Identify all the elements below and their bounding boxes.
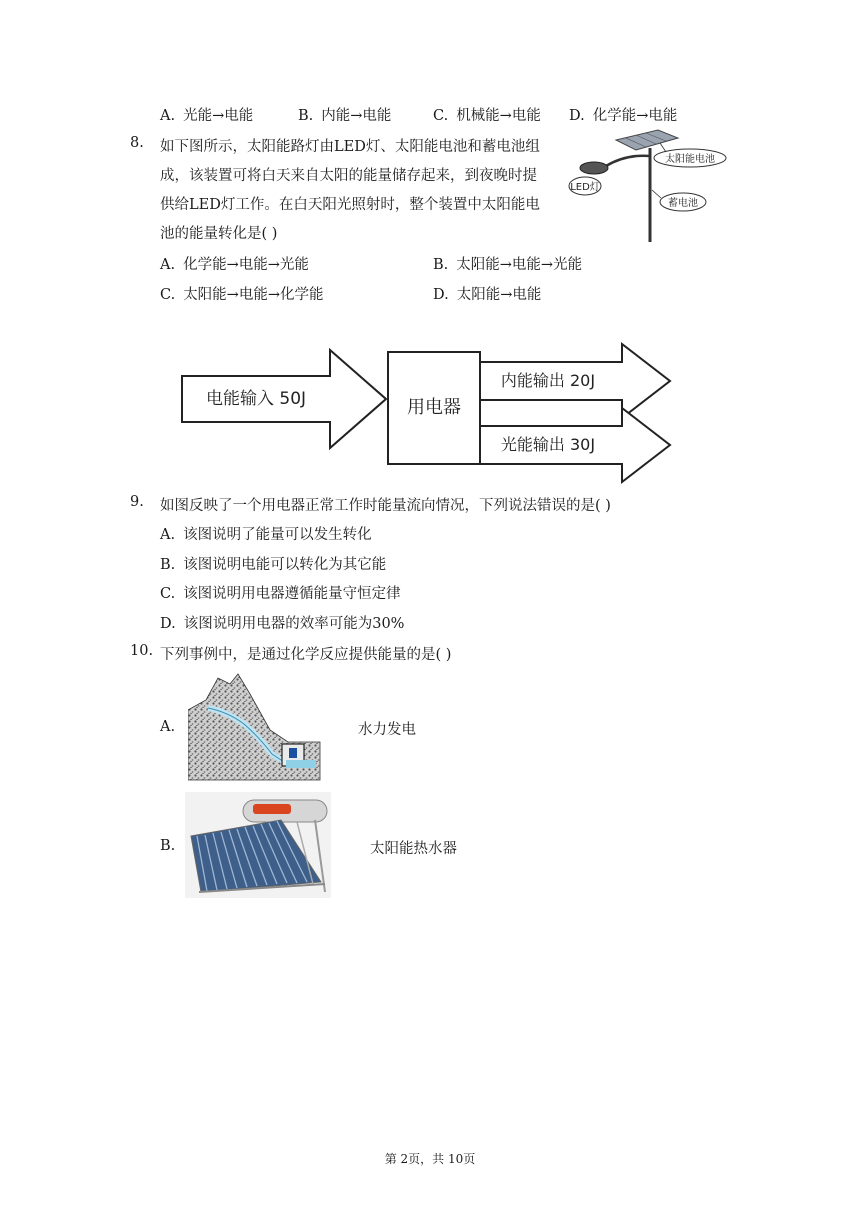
solar-water-heater-image bbox=[185, 792, 331, 898]
solar-street-light-figure bbox=[566, 128, 732, 244]
q7-option-d: D. 化学能→电能 bbox=[569, 108, 678, 124]
q8-stem-line-4: 池的能量转化是( ) bbox=[160, 226, 278, 242]
q10-option-a-text: 水力发电 bbox=[358, 722, 416, 738]
q7-option-a: A. 光能→电能 bbox=[160, 108, 254, 124]
output-2-label: 光能输出 30J bbox=[500, 435, 596, 454]
q9-stem: 如图反映了一个用电器正常工作时能量流向情况，下列说法错误的是( ) bbox=[160, 498, 611, 514]
q10-option-b-key: B. bbox=[160, 838, 176, 854]
hydropower-image bbox=[188, 672, 322, 782]
q9-option-b: B. 该图说明电能可以转化为其它能 bbox=[160, 557, 387, 573]
q8-option-a: A. 化学能→电能→光能 bbox=[160, 257, 309, 273]
q7-option-c: C. 机械能→电能 bbox=[433, 108, 541, 124]
page-footer: 第 2页，共 10页 bbox=[384, 1152, 476, 1166]
q10-stem: 下列事例中，是通过化学反应提供能量的是( ) bbox=[160, 647, 452, 663]
battery-label: 蓄电池 bbox=[668, 198, 698, 209]
solar-street-light-illustration bbox=[566, 128, 732, 244]
energy-flow-svg bbox=[178, 340, 678, 490]
led-label: LED灯 bbox=[570, 182, 600, 193]
solar-cell-label: 太阳能电池 bbox=[665, 154, 715, 165]
energy-flow-diagram bbox=[178, 340, 678, 490]
solar-water-heater-illustration bbox=[185, 792, 331, 898]
q10-option-a-key: A. bbox=[160, 719, 176, 735]
q8-stem-line-2: 成，该装置可将白天来自太阳的能量储存起来，到夜晚时提 bbox=[160, 168, 537, 184]
q10-option-b-text: 太阳能热水器 bbox=[370, 841, 457, 857]
q7-option-b: B. 内能→电能 bbox=[298, 108, 392, 124]
q8-stem-line-1: 如下图所示，太阳能路灯由LED灯、太阳能电池和蓄电池组 bbox=[160, 139, 540, 155]
q8-option-b: B. 太阳能→电能→光能 bbox=[433, 257, 583, 273]
q8-stem-line-3: 供给LED灯工作。在白天阳光照射时，整个装置中太阳能电 bbox=[160, 197, 540, 213]
q8-option-d: D. 太阳能→电能 bbox=[433, 287, 542, 303]
q9-option-d: D. 该图说明用电器的效率可能为30% bbox=[160, 616, 405, 632]
hydropower-illustration bbox=[188, 672, 322, 782]
q9-number: 9. bbox=[130, 494, 144, 510]
output-1-label: 内能输出 20J bbox=[500, 371, 596, 390]
input-label: 电能输入 50J bbox=[205, 389, 307, 409]
device-label: 用电器 bbox=[407, 397, 461, 418]
q8-number: 8. bbox=[130, 135, 144, 151]
q9-option-a: A. 该图说明了能量可以发生转化 bbox=[160, 527, 372, 543]
q9-option-c: C. 该图说明用电器遵循能量守恒定律 bbox=[160, 586, 401, 602]
q8-option-c: C. 太阳能→电能→化学能 bbox=[160, 287, 324, 303]
q10-number: 10. bbox=[130, 643, 154, 659]
